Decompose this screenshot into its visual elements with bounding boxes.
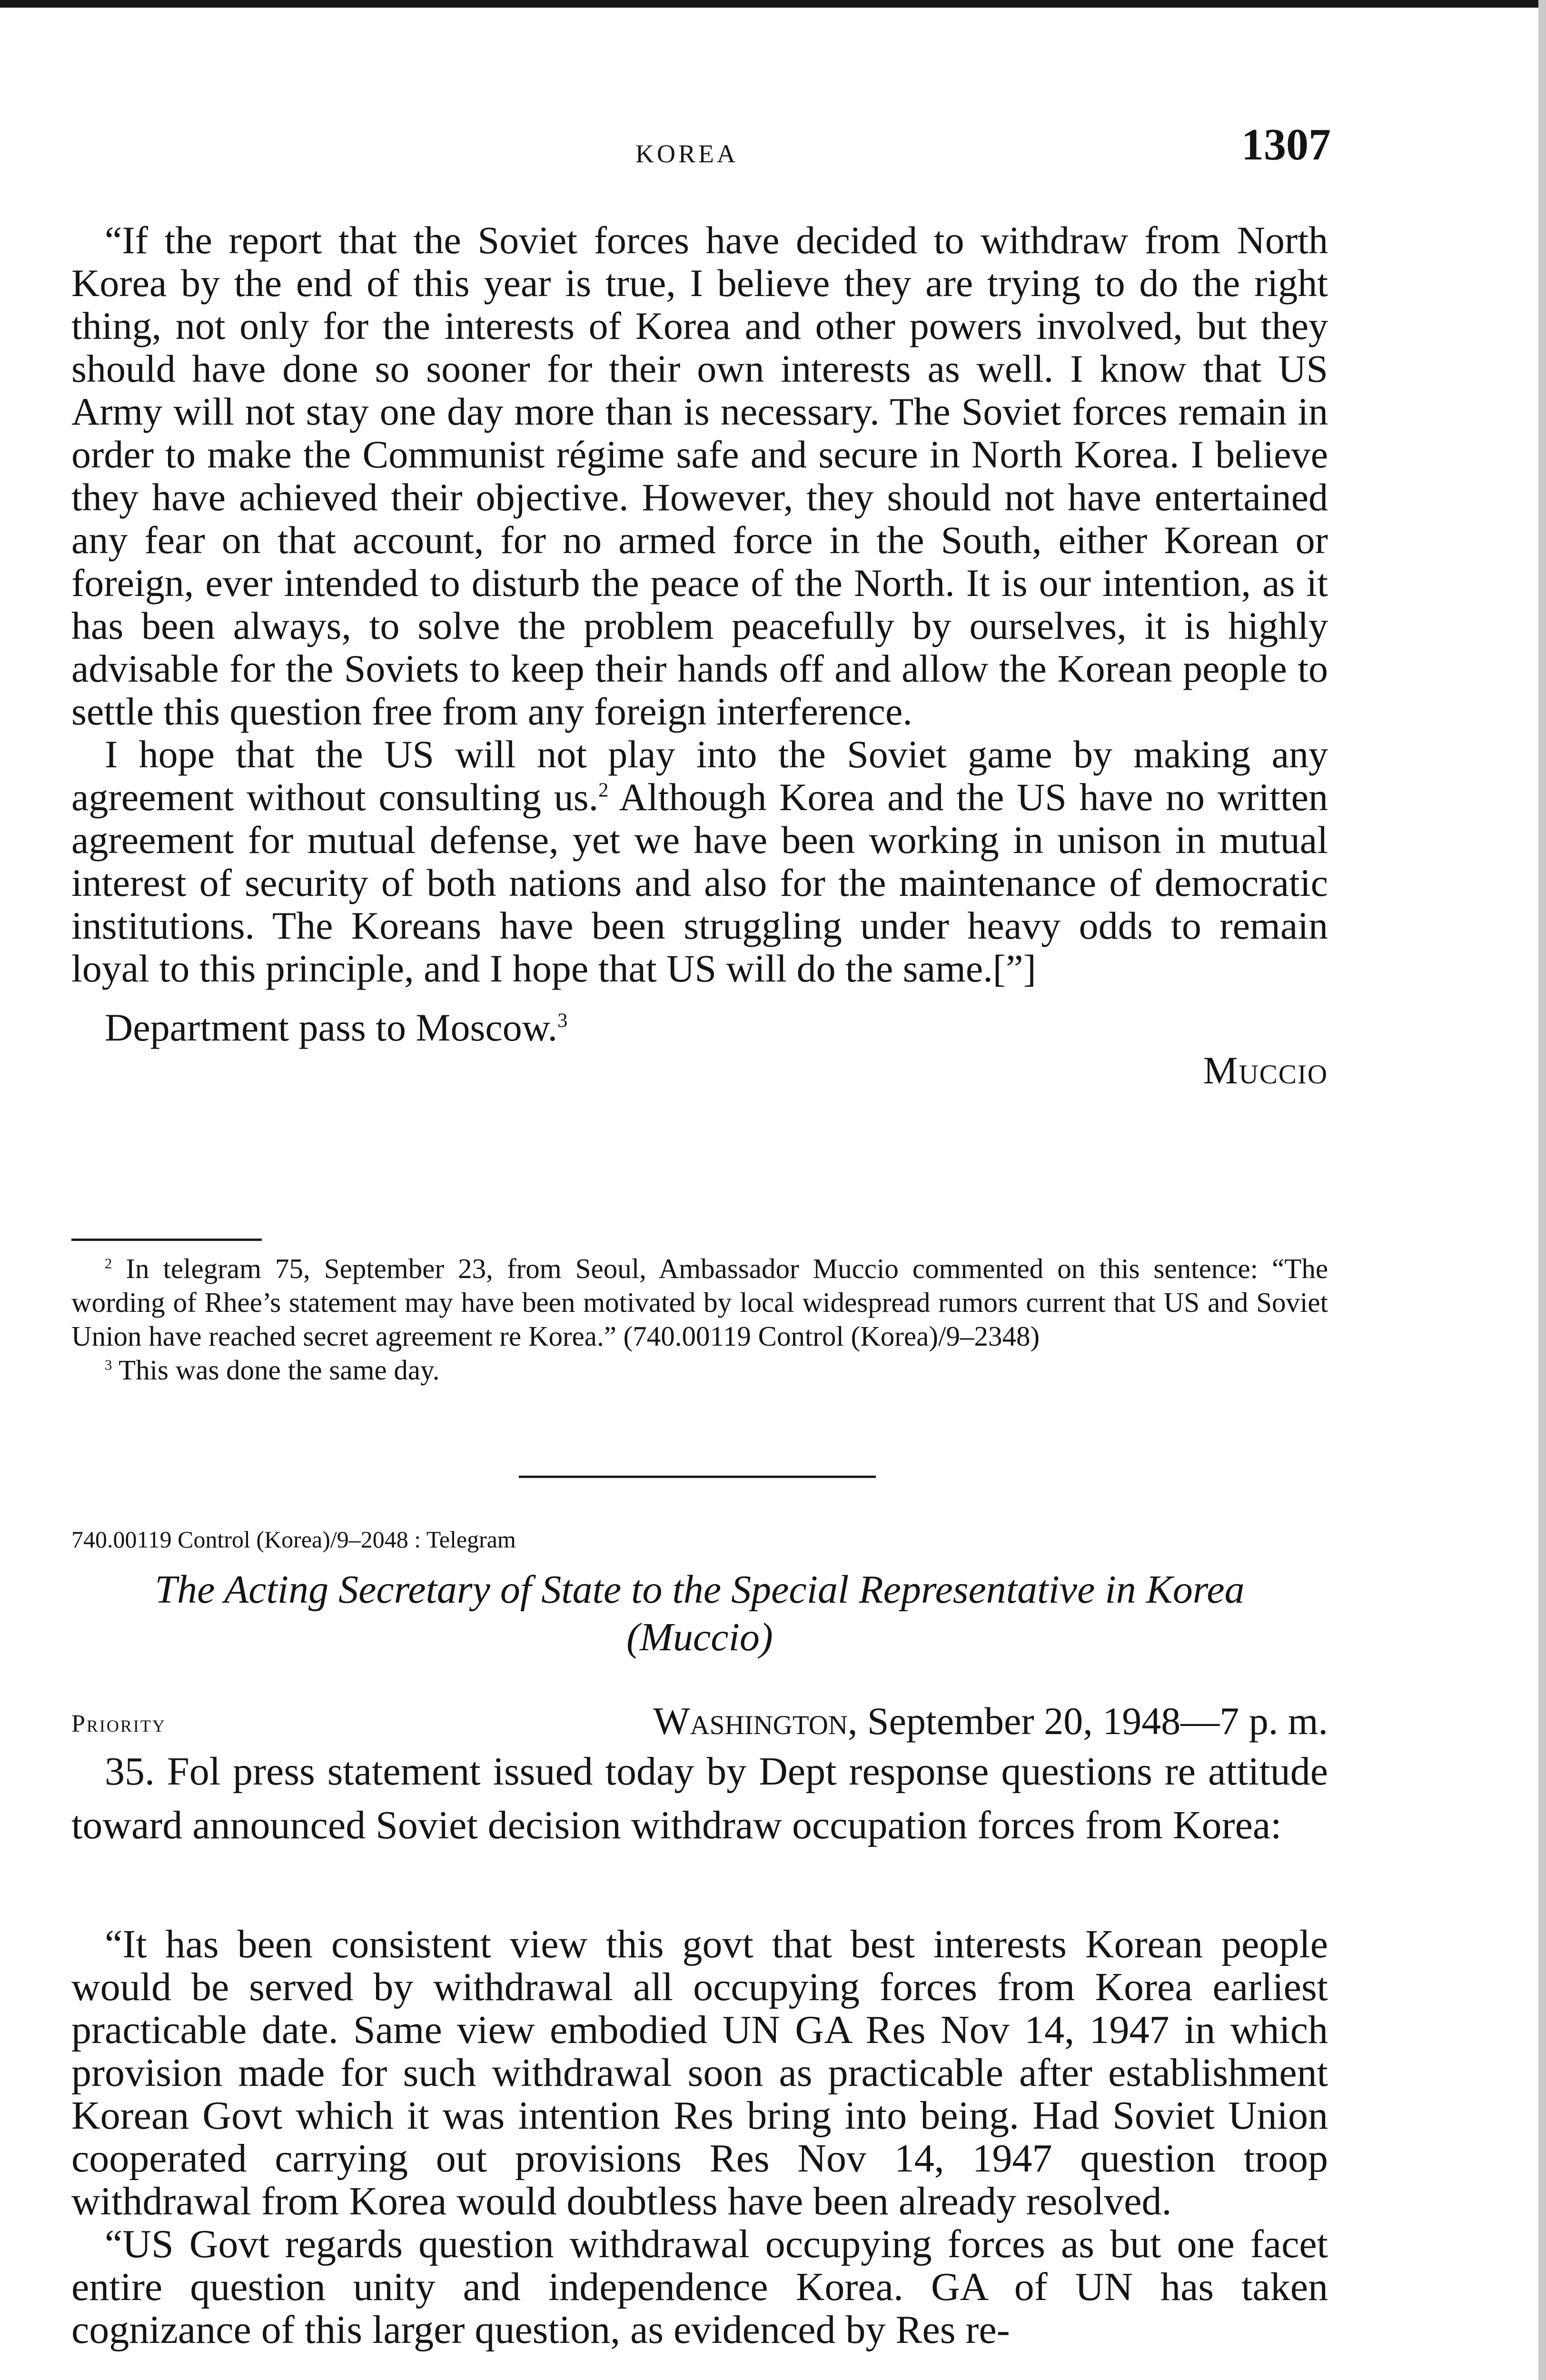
priority-label: Priority xyxy=(71,1710,166,1737)
footnote-2 xyxy=(71,1252,1328,1353)
footnote-3 xyxy=(71,1353,1328,1387)
press-statement xyxy=(71,1923,1328,2351)
place: Washington xyxy=(653,1699,848,1743)
statement-paragraph: “It has been consistent view this govt that best interests Korean people would be served by withdrawal all occupying forces from Korea earliest practicable date. Same view embodied UN GA Res Nov 14, 1947 in which provision made for such withdrawal soon as practicable after establishment Korean Govt which it was intention Res bring into being. Had Soviet Union cooperated carrying out provisions Res Nov 14, 1947 question troop withdrawal from Korea would doubtless have been already resolved. xyxy=(71,1922,1328,2223)
footnote-divider xyxy=(71,1239,262,1241)
letter-paragraph-text: Although Korea and the US have no written agreement for mutual defense, yet we have been working in unison in mutual interest of security of both nations and also for the maintenance of democratic institutions. The Koreans have been struggling under heavy odds to remain loyal to this principle, and I hope that US will do the same.[”] xyxy=(71,775,1328,990)
telegram-paragraph: 35. Fol press statement issued today by Dept response questions re attitude toward announced Soviet decision withdraw occupation forces from Korea: xyxy=(71,1749,1328,1847)
closing-text: Department pass to Moscow. xyxy=(105,1006,558,1049)
footnote-text: In telegram 75, September 23, from Seoul, Ambassador Muccio commented on this sentence: “The wording of Rhee’s statement may have been motivated by local widespread rumors current that US and Soviet Union have reached secret agreement re Korea.” (740.00119 Control (Korea)/9–2348) xyxy=(71,1253,1328,1352)
footnotes xyxy=(71,1252,1328,1387)
footnote-text: This was done the same day. xyxy=(112,1354,440,1386)
statement-paragraph: “US Govt regards question withdrawal occupying forces as but one facet entire question unity and independence Korea. GA of UN has taken cognizance of this larger question, as evidenced by Res re- xyxy=(71,2222,1328,2352)
place-and-date xyxy=(653,1698,1328,1744)
page-top-border xyxy=(0,0,1546,8)
letter-paragraph-text: I hope that the US will not play into the Soviet game by making any agreement without consulting us. xyxy=(71,733,1328,819)
footnote-reference-3[interactable]: 3 xyxy=(557,1009,568,1032)
page-number: 1307 xyxy=(1241,120,1331,169)
running-title: KOREA xyxy=(635,139,738,168)
footnote-reference-2[interactable]: 2 xyxy=(598,779,609,802)
closing-instruction xyxy=(71,1006,1328,1049)
page-right-edge xyxy=(1538,0,1546,2380)
letter-paragraph xyxy=(71,733,1328,990)
date-time: , September 20, 1948—7 p. m. xyxy=(848,1699,1328,1743)
signature: Muccio xyxy=(1203,1049,1328,1092)
section-divider xyxy=(519,1476,876,1478)
footnote-mark: 2 xyxy=(105,1255,112,1272)
document-heading-line: The Acting Secretary of State to the Special Representative in Korea xyxy=(155,1567,1245,1612)
document-heading xyxy=(57,1566,1342,1661)
letter-paragraph: “If the report that the Soviet forces have decided to withdraw from North Korea by the end of this year is true, I believe they are trying to do the right thing, not only for the interests of Korea and other powers involved, but they should have done so sooner for their own interests as well. I know that US Army will not stay one day more than is necessary. The Soviet forces remain in order to make the Communist régime safe and secure in North Korea. I believe they have achieved their objective. However, they should not have entertained any fear on that account, for no armed force in the South, either Korean or foreign, ever intended to disturb the peace of the North. It is our intention, as it has been always, to solve the problem peacefully by ourselves, it is highly advisable for the Soviets to keep their hands off and allow the Korean people to settle this question free from any foreign interference. xyxy=(71,218,1328,733)
document-heading-line: (Muccio) xyxy=(626,1615,773,1659)
running-header xyxy=(0,119,1546,186)
file-reference: 740.00119 Control (Korea)/9–2048 : Telegram xyxy=(71,1526,516,1553)
dateline xyxy=(71,1698,1328,1744)
letter-body xyxy=(71,219,1328,1092)
footnote-mark: 3 xyxy=(105,1357,112,1373)
telegram-intro xyxy=(71,1745,1328,1852)
